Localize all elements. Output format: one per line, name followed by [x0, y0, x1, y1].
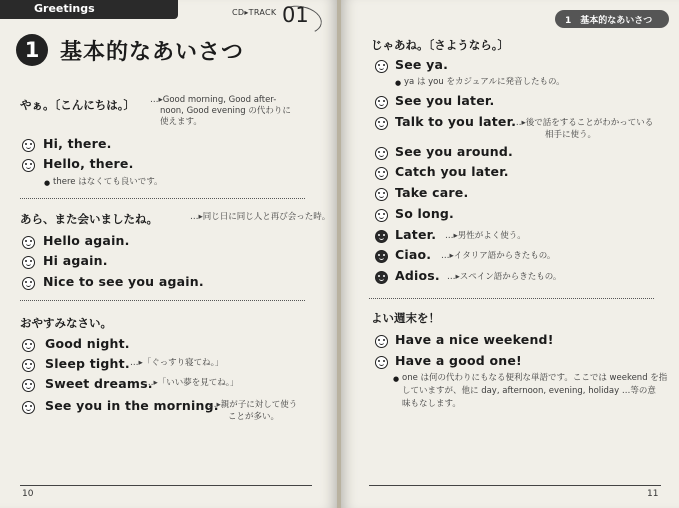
usage-note: 使えます。	[160, 117, 202, 127]
phrase: Good night.	[45, 336, 130, 351]
usage-note: 味もなします。	[402, 399, 461, 409]
bullet-icon: ●	[44, 179, 51, 187]
header-tab: 1 基本的なあいさつ	[555, 10, 669, 28]
header-tab: Greetings	[0, 0, 178, 19]
male-speaker-face-icon	[375, 271, 388, 284]
speaker-face-icon	[375, 356, 388, 369]
speaker-face-icon	[22, 379, 35, 392]
section-heading-weekend: よい週末を！	[371, 311, 440, 325]
phrase: Later.	[395, 227, 437, 242]
speaker-face-icon	[22, 256, 35, 269]
bullet-icon: ●	[395, 79, 402, 87]
usage-note: …▸「ぐっすり寝てね。」	[130, 358, 224, 368]
section-title: 基本的なあいさつ	[60, 40, 245, 65]
speaker-face-icon	[22, 339, 35, 352]
male-speaker-face-icon	[375, 250, 388, 263]
page-number: 10	[22, 489, 34, 499]
usage-note: one は何の代わりにもなる便利な単語です。ここでは weekend を指	[402, 373, 668, 383]
male-speaker-face-icon	[375, 230, 388, 243]
usage-note: …▸イタリア語からきたもの。	[441, 251, 556, 261]
bullet-icon: ●	[393, 375, 400, 383]
section-heading-again: あら、また会いましたね。	[20, 212, 158, 226]
phrase: See ya.	[395, 57, 449, 72]
usage-note: 相手に使う。	[545, 130, 597, 140]
speaker-face-icon	[22, 277, 35, 290]
speaker-face-icon	[375, 60, 388, 73]
phrase: See you around.	[395, 144, 513, 159]
phrase: Talk to you later.	[395, 114, 517, 129]
phrase: Ciao.	[395, 247, 432, 262]
speaker-face-icon	[22, 139, 35, 152]
speaker-face-icon	[22, 401, 35, 414]
phrase: See you in the morning.	[45, 398, 219, 413]
right-page	[341, 0, 679, 508]
usage-note: noon, Good evening の代わりに	[160, 106, 291, 116]
phrase: Sleep tight.	[45, 356, 130, 371]
speaker-face-icon	[375, 147, 388, 160]
speaker-face-icon	[375, 96, 388, 109]
section-divider	[20, 198, 305, 199]
phrase: Take care.	[395, 185, 469, 200]
phrase: Nice to see you again.	[43, 274, 204, 289]
cd-track-number: 01	[282, 3, 309, 27]
section-heading-bye: じゃあね。〔さようなら。〕	[371, 38, 509, 52]
usage-note: …▸男性がよく使う。	[445, 231, 526, 241]
speaker-face-icon	[375, 188, 388, 201]
usage-note: there はなくても良いです。	[53, 177, 163, 187]
usage-note: していますが、他に day, afternoon, evening, holiday …等の意	[402, 386, 656, 396]
phrase: Catch you later.	[395, 164, 509, 179]
usage-note: …▸Good morning, Good after-	[150, 95, 277, 105]
usage-note: …▸同じ日に同じ人と再び会った時。	[190, 212, 331, 222]
section-heading-goodnight: おやすみなさい。	[20, 316, 112, 330]
speaker-face-icon	[22, 236, 35, 249]
usage-note: …▸親が子に対して使う	[208, 400, 298, 410]
page-number: 11	[647, 489, 659, 499]
section-heading-hello: やぁ。〔こんにちは。〕	[20, 98, 135, 112]
phrase: Have a good one!	[395, 353, 522, 368]
footer-rule	[20, 485, 312, 486]
speaker-face-icon	[375, 117, 388, 130]
phrase: Hello again.	[43, 233, 130, 248]
usage-note: ことが多い。	[228, 412, 280, 422]
footer-rule	[369, 485, 661, 486]
phrase: Hello, there.	[43, 156, 134, 171]
phrase: Adios.	[395, 268, 440, 283]
phrase: Hi again.	[43, 253, 108, 268]
cd-track-label: CD▸TRACK	[232, 8, 277, 17]
usage-note: …▸スペイン語からきたもの。	[447, 272, 562, 282]
section-divider	[20, 300, 305, 301]
section-divider	[369, 298, 654, 299]
speaker-face-icon	[22, 359, 35, 372]
left-page	[0, 0, 337, 508]
phrase: Have a nice weekend!	[395, 332, 554, 347]
speaker-face-icon	[375, 335, 388, 348]
section-number-badge: 1	[16, 34, 48, 66]
phrase: Sweet dreams.	[45, 376, 153, 391]
phrase: See you later.	[395, 93, 495, 108]
usage-note: ya は you をカジュアルに発音したもの。	[404, 77, 565, 87]
speaker-face-icon	[375, 209, 388, 222]
usage-note: …▸「いい夢を見てね。」	[145, 378, 239, 388]
usage-note: …▸後で話をすることがわかっている	[513, 118, 654, 128]
phrase: Hi, there.	[43, 136, 112, 151]
phrase: So long.	[395, 206, 455, 221]
speaker-face-icon	[22, 159, 35, 172]
speaker-face-icon	[375, 167, 388, 180]
